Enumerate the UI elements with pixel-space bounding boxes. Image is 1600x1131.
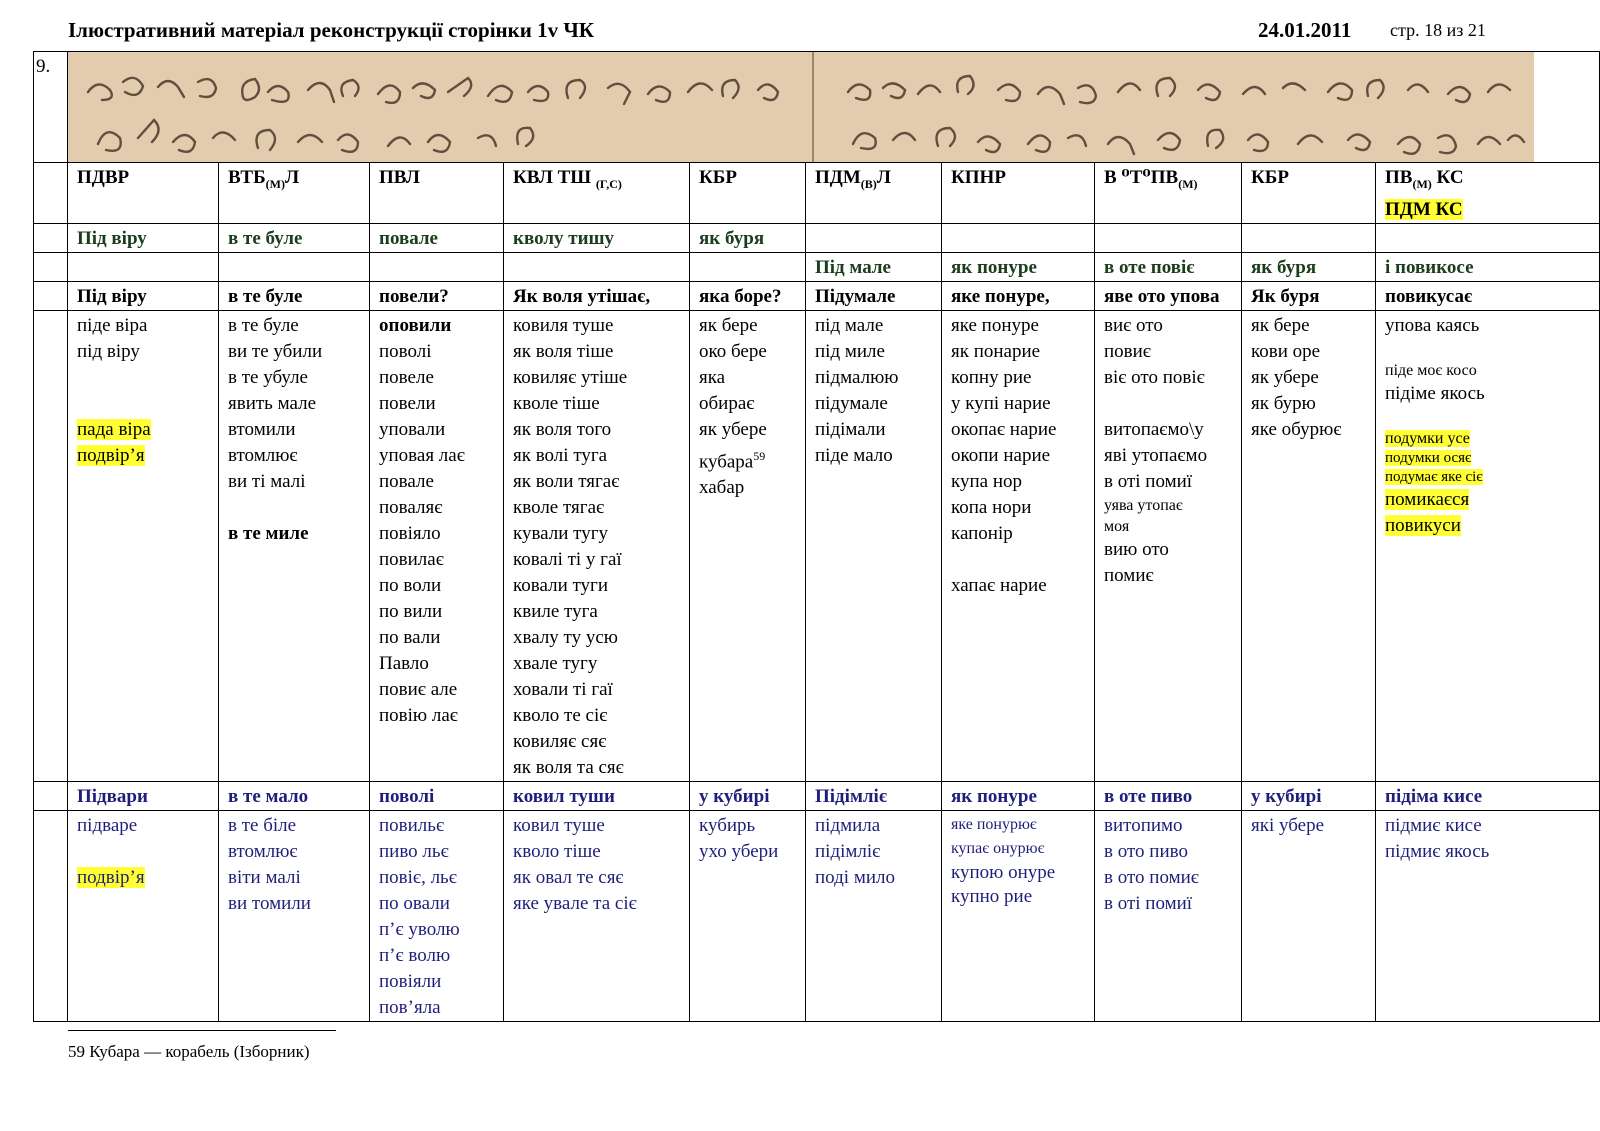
document-title: Ілюстративний матеріал реконструкції сторінки 1v ЧК (68, 18, 594, 42)
footnote-ref: 59 (753, 448, 766, 463)
reconstruction-table (33, 51, 1600, 1022)
variants-col-4: ковиля туше як воля тіше ковиляє утіше кволе тіше як воля того як волі туга як воли тягає кволе тягає кували тугу ковалі ті у гаї ковали туги квиле туга хвалу ту усю хвале тугу ховали ті гаї кволо те сіє ковиляє сяє як воля та сяє (504, 310, 690, 781)
blue-col-6: підмила підімліє поді мило (806, 810, 942, 1021)
column-head-1: ПДВР (68, 163, 219, 224)
blue-col-5: кубирь ухо убери (690, 810, 806, 1021)
blue-variants-row (34, 810, 1600, 1021)
blue-col-2: в те біле втомлює віти малі ви томили (219, 810, 370, 1021)
document-date: 24.01.2011 (1258, 18, 1352, 42)
variants-col-6: під мале під миле підмалюю підумале підімали піде мало (806, 310, 942, 781)
green-row-1: Під віру в те буле повале кволу тишу як буря (34, 223, 1600, 252)
column-head-9: КБР (1242, 163, 1376, 224)
green-row-2: Під мале як понуре в оте повіє як буря і повикосе (34, 252, 1600, 281)
column-head-10: $ПВ_{(М)}$ КС ПДМ КС (1376, 163, 1600, 224)
variants-col-7: яке понуре як понарие копну рие у купі нарие окопає нарие окопи нарие купа нор копа нори капонір хапає нарие (942, 310, 1095, 781)
variants-col-5: як бере око бере яка обирає як убере кубара$^{59}$ хабар (690, 310, 806, 781)
column-head-5: КБР (690, 163, 806, 224)
column-head-8: В $^0Т^0ПВ_{(М)}$ (1095, 163, 1242, 224)
variants-col-2: в те буле ви те убили в те убуле явить мале втомили втомлює ви ті малі в те миле (219, 310, 370, 781)
blue-col-4: ковил туше кволо тіше як овал те сяє яке увале та сіє (504, 810, 690, 1021)
blue-col-8: витопимо в ото пиво в ото помиє в оті помиї (1095, 810, 1242, 1021)
variants-col-1: піде віра під віру пада віра подвір’я (68, 310, 219, 781)
variants-col-10: упова каясь піде моє косо підіме якось подумки усе подумки осяє подумає яке сіє помикаєся повикуси (1376, 310, 1600, 781)
blue-col-10: підмиє кисе підмиє якось (1376, 810, 1600, 1021)
blue-col-3: повильє пиво льє повіє, льє по овали п’є уволю п’є волю повіяли пов’яла (370, 810, 504, 1021)
column-head-3: ПВЛ (370, 163, 504, 224)
column-head-6: $ПДМ_{(В)}Л$ (806, 163, 942, 224)
footnote: 59 Кубара — корабель (Ізборник) (68, 1042, 310, 1061)
blue-col-1: підваре подвір’я (68, 810, 219, 1021)
bold-reading-row: Під віру в те буле повели? Як воля утішає, яка боре? Підумале яке понуре, яве ото упова Як буря повикусає (34, 281, 1600, 310)
blue-col-9: які убере (1242, 810, 1376, 1021)
column-head-10-alt: ПДМ КС (1385, 198, 1463, 220)
variants-col-9: як бере кови оре як убере як бурю яке обурює (1242, 310, 1376, 781)
variants-col-3: оповили поволі повеле повели уповали уповая лає повале поваляє повіяло повилає по воли по вили по вали Павло повиє але повію лає (370, 310, 504, 781)
column-head-2: $ВТБ_{(М)}Л$ (219, 163, 370, 224)
page-number: стр. 18 из 21 (1390, 20, 1486, 40)
variants-col-8: виє ото повиє віє ото повіє витопаємо\у яві утопаємо в оті помиї уява утопає моя вию ото помиє (1095, 310, 1242, 781)
blue-col-7: яке понурює купає онурює купою онуре купно рие (942, 810, 1095, 1021)
variants-row (34, 310, 1600, 781)
column-head-4: КВЛ ТШ $_{(Г,С)}$ (504, 163, 690, 224)
blue-bold-row: Підвари в те мало поволі ковил туши у кубирі Підімліє як понуре в оте пиво у кубирі підіма кисе (34, 781, 1600, 810)
footnote-separator (68, 1030, 336, 1031)
row-number: 9. (34, 52, 68, 163)
manuscript-image (68, 52, 1600, 163)
column-head-7: КПНР (942, 163, 1095, 224)
page-header (68, 18, 1488, 46)
